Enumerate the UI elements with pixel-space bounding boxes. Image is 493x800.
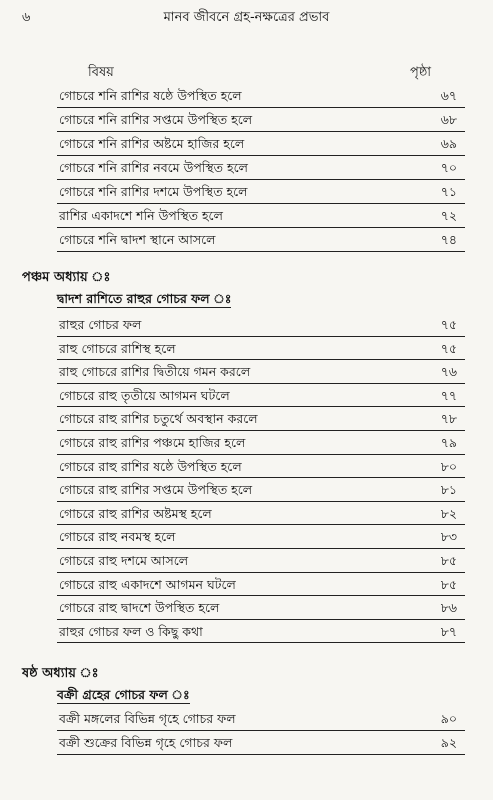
toc-entry xyxy=(57,731,465,755)
toc-entry-page: ৮৫ xyxy=(440,576,457,592)
toc-entry xyxy=(57,407,465,431)
toc-entry-title: গোচরে রাহু দ্বাদশে উপস্থিত হলে xyxy=(59,600,220,616)
toc-entry-title: বক্রী মঙ্গলের বিভিন্ন গৃহে গোচর ফল xyxy=(59,711,236,726)
toc-entry-page: ৮২ xyxy=(440,505,457,521)
toc-entry xyxy=(57,455,465,479)
toc-entry-page: ৭০ xyxy=(440,160,457,175)
toc-entry xyxy=(57,313,465,337)
toc-entry xyxy=(57,84,465,108)
toc-entry-page: ৮১ xyxy=(440,482,457,498)
toc-entry-title: গোচরে শনি রাশির দশমে উপস্থিত হলে xyxy=(59,184,248,199)
toc-entry-title: গোচরে শনি দ্বাদশ স্থানে আসলে xyxy=(59,232,216,247)
toc-entry xyxy=(57,228,465,252)
toc-entry-page: ৭১ xyxy=(440,184,457,199)
toc-entry-page: ৭৮ xyxy=(440,411,457,427)
toc-entry-title: গোচরে রাহু একাদশে আগমন ঘটলে xyxy=(59,576,236,592)
toc-entry-title: রাহু গোচরে রাশির দ্বিতীয়ে গমন করলে xyxy=(59,364,251,380)
toc-entry-title: রাহুর গোচর ফল xyxy=(59,317,142,332)
toc-entry-title: গোচরে রাহু রাশির সপ্তমে উপস্থিত হলে xyxy=(59,482,253,498)
toc-entry-title: গোচরে রাহু তৃতীয়ে আগমন ঘটলে xyxy=(59,387,230,403)
toc-entry-title: রাহুর গোচর ফল ও কিছু কথা xyxy=(59,623,203,639)
toc-entry-page: ৭৬ xyxy=(440,364,457,380)
toc-entry-page: ৭৫ xyxy=(440,340,457,356)
toc-entry xyxy=(57,502,465,526)
toc-entry-page: ৯২ xyxy=(440,735,457,750)
toc-entry-title: বক্রী শুক্রের বিভিন্ন গৃহে গোচর ফল xyxy=(59,735,233,750)
toc-entry xyxy=(57,431,465,455)
toc-entry-page: ৬৮ xyxy=(440,112,457,127)
toc-entry xyxy=(57,620,465,644)
column-page-header: পৃষ্ঠা xyxy=(410,65,432,80)
toc-entry-page: ৭২ xyxy=(440,208,457,223)
toc-entry xyxy=(57,337,465,361)
chapter6-title: ষষ্ঠ অধ্যায় ঃ xyxy=(22,666,99,681)
toc-entry-title: গোচরে রাহু রাশির অষ্টমস্থ হলে xyxy=(59,505,212,521)
page-number: ৬ xyxy=(22,10,31,25)
toc-entry-page: ৭৭ xyxy=(440,387,457,403)
toc-entry xyxy=(57,204,465,228)
toc-entry xyxy=(57,156,465,180)
toc-entry xyxy=(57,525,465,549)
toc-entry-page: ৭৪ xyxy=(440,232,457,247)
toc-entry-title: রাশির একাদশে শনি উপস্থিত হলে xyxy=(59,208,223,223)
toc-entry-page: ৮৫ xyxy=(440,553,457,568)
toc-entry-page: ৭৫ xyxy=(440,317,457,332)
toc-entry-page: ৮৬ xyxy=(440,600,457,616)
toc-entry xyxy=(57,180,465,204)
toc-entry-title: রাহু গোচরে রাশিস্থ হলে xyxy=(59,340,176,356)
chapter5-subtitle xyxy=(57,291,231,311)
toc-entry-page: ৯০ xyxy=(440,711,457,726)
chapter5-title: পঞ্চম অধ্যায় ঃ xyxy=(22,270,111,285)
toc-entry xyxy=(57,596,465,620)
toc-entry xyxy=(57,360,465,384)
toc-entry-title: গোচরে রাহু নবমস্থ হলে xyxy=(59,529,176,545)
toc-entry-page: ৮৩ xyxy=(440,529,457,545)
toc-entry xyxy=(57,573,465,597)
toc-entry xyxy=(57,478,465,502)
toc-entry-title: গোচরে রাহু দশমে আসলে xyxy=(59,553,189,568)
toc-entry-title: গোচরে শনি রাশির ষষ্ঠে উপস্থিত হলে xyxy=(59,88,242,103)
chapter6-subtitle-text: বক্রী গ্রহের গোচর ফল ঃ xyxy=(57,687,190,702)
toc-entry-title: গোচরে রাহু রাশির পঞ্চমে হাজির হলে xyxy=(59,435,246,450)
chapter6-subtitle xyxy=(57,687,190,707)
toc-entry-page: ৮০ xyxy=(440,458,457,474)
toc-entry xyxy=(57,384,465,408)
running-title: মানব জীবনে গ্রহ-নক্ষত্রের প্রভাব xyxy=(163,10,330,25)
toc-entry xyxy=(57,549,465,573)
chapter5-subtitle-text: দ্বাদশ রাশিতে রাহুর গোচর ফল ঃ xyxy=(57,291,232,306)
toc-entry-title: গোচরে শনি রাশির অষ্টমে হাজির হলে xyxy=(59,136,245,151)
toc-entry xyxy=(57,108,465,132)
toc-entry xyxy=(57,132,465,156)
toc-entry-title: গোচরে শনি রাশির নবমে উপস্থিত হলে xyxy=(59,160,248,175)
toc-entry-page: ৬৭ xyxy=(440,88,457,103)
toc-entry-title: গোচরে রাহু রাশির চতুর্থে অবস্থান করলে xyxy=(59,411,258,427)
toc-entry-title: গোচরে শনি রাশির সপ্তমে উপস্থিত হলে xyxy=(59,112,253,127)
toc-entry-page: ৭৯ xyxy=(440,435,457,450)
toc-entry-page: ৮৭ xyxy=(440,623,457,639)
column-subject-header: বিষয় xyxy=(88,65,114,80)
toc-entry-title: গোচরে রাহু রাশির ষষ্ঠে উপস্থিত হলে xyxy=(59,458,242,474)
toc-entry xyxy=(57,707,465,731)
toc-entry-page: ৬৯ xyxy=(440,136,457,151)
